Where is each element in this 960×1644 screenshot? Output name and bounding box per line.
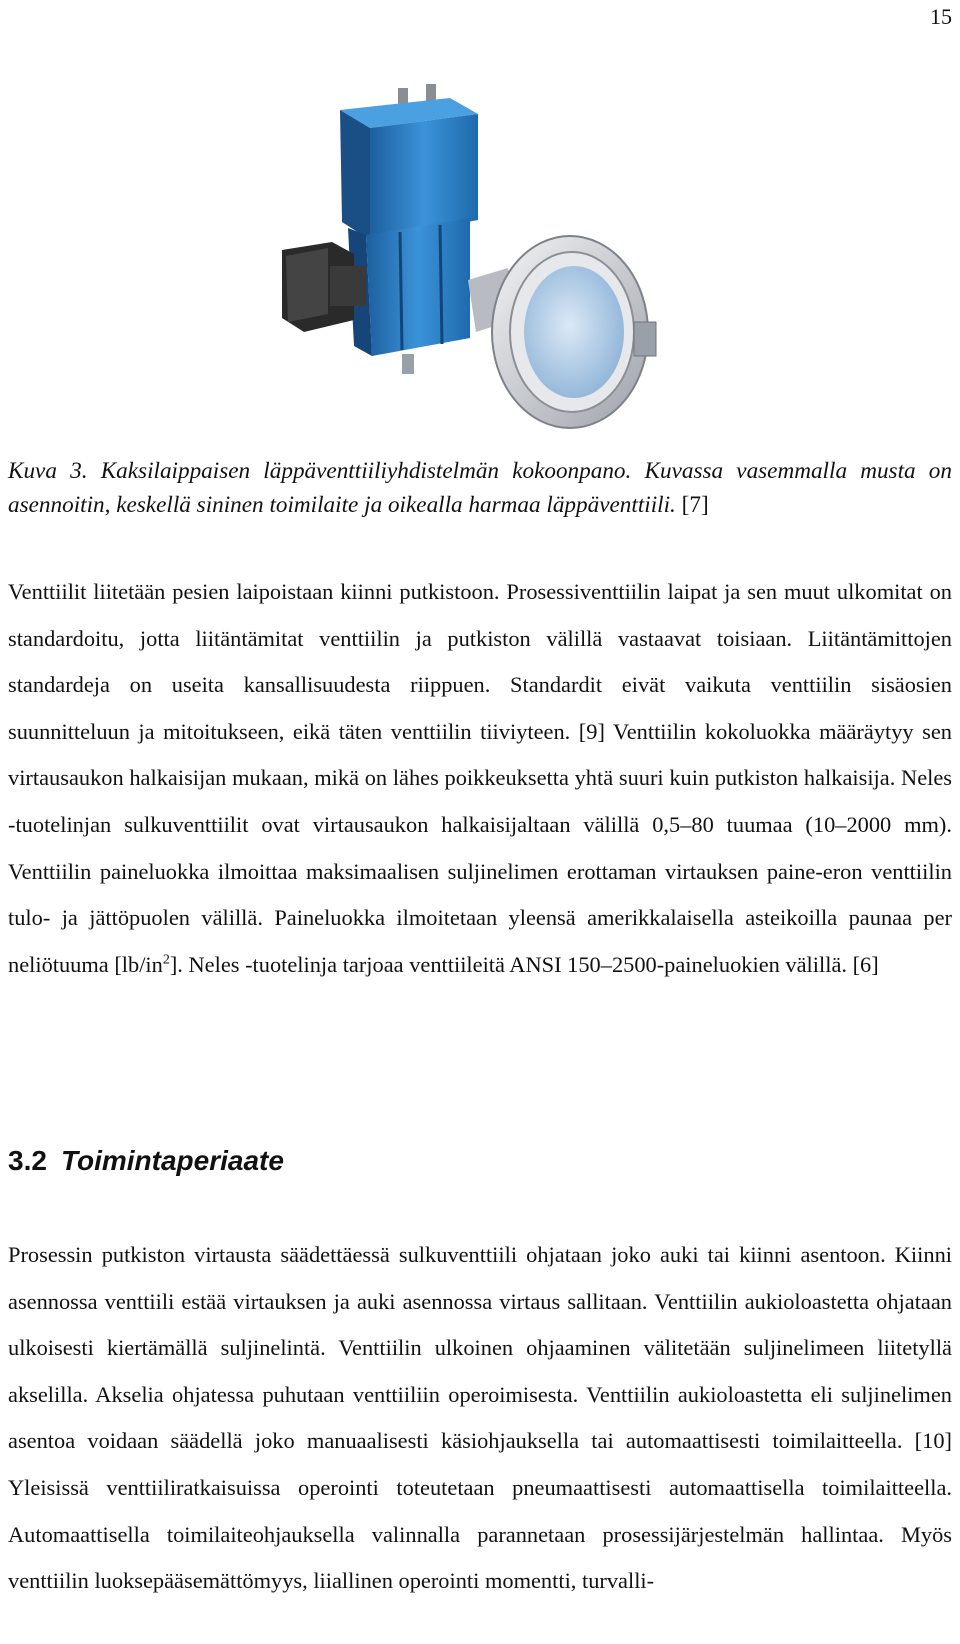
- actuator-upper-side: [340, 110, 370, 240]
- caption-reference: [7]: [681, 492, 709, 518]
- positioner-bracket: [330, 266, 366, 306]
- valve-assembly-figure: [270, 70, 690, 450]
- actuator-lower-body: [366, 218, 470, 356]
- section-number: 3.2: [8, 1145, 47, 1176]
- caption-text: Kuva 3. Kaksilaippaisen läppäventtiiliyhdistelmän kokoonpano. Kuvassa vasemmalla musta on asennoitin, keskellä sininen toimilaite ja oikealla harmaa läppäventtiili.: [8, 458, 952, 518]
- section-heading: [8, 1145, 284, 1177]
- paragraph-operating-principle: Prosessin putkiston virtausta säädettäessä sulkuventtiili ohjataan joko auki tai kiinni asentoon. Kiinni asennossa venttiili estää virtauksen ja auki asennossa virtaus sallitaan. Venttiilin aukioloastetta ohjataan ulkoisesti kiertämällä suljinelintä. Venttiilin ulkoinen ohjaaminen välitetään suljinelimeen liitetyllä akselilla. Akselia ohjatessa puhutaan venttiiliin operoimisesta. Venttiilin aukioloastetta eli suljinelimen asentoa voidaan säädellä joko manuaalisesti käsiohjauksella tai automaattisesti toimilaitteella. [10] Yleisissä venttiiliratkaisuissa operointi toteutetaan pneumaattisesti automaattisella toimilaitteella. Automaattisella toimilaiteohjauksella valinnalla parannetaan prosessijärjestelmän hallintaa. Myös venttiilin luoksepääsemättömyys, liiallinen operointi momentti, turvalli-: [8, 1242, 952, 1594]
- page-number: 15: [930, 4, 952, 29]
- section-title: Toimintaperiaate: [60, 1145, 284, 1176]
- figure-caption: [8, 454, 952, 522]
- valve-disc: [524, 266, 624, 398]
- superscript: 2: [162, 952, 170, 968]
- actuator-seam: [400, 232, 402, 350]
- valve-shaft: [402, 354, 414, 374]
- positioner-face: [286, 248, 328, 322]
- valve-clamp: [634, 322, 656, 356]
- paragraph-text: Venttiilit liitetään pesien laipoistaan kiinni putkistoon. Prosessiventtiilin laipat ja sen muut ulkomitat on standardoitu, jotta liitäntämitat venttiilin ja putkiston välillä vastaavat toisiaan. Liitäntämittojen standardeja on useita kansallisuudesta riippuen. Standardit eivät vaikuta venttiilin sisäosien suunnitteluun ja mitoitukseen, eikä täten venttiilin tiiviyteen. [9] Venttiilin kokoluokka määräytyy sen virtausaukon halkaisijan mukaan, mikä on lähes poikkeuksetta yhtä suuri kuin putkiston halkaisija. Neles -tuotelinjan sulkuventtiilit ovat virtausaukon halkaisijaltaan välillä 0,5–80 tuumaa (10–2000 mm). Venttiilin paineluokka ilmoittaa maksimaalisen suljinelimen erottaman virtauksen paine-eron venttiilin tulo- ja jättöpuolen välillä. Paineluokka ilmoitetaan yleensä amerikkalaisella asteikoilla paunaa per neliötuuma [lb/in: [8, 579, 952, 977]
- actuator-seam: [440, 225, 442, 344]
- paragraph-text: ]. Neles -tuotelinja tarjoaa venttiileitä ANSI 150–2500-paineluokien välillä. [6]: [169, 951, 879, 977]
- paragraph-valve-standards: [8, 569, 952, 988]
